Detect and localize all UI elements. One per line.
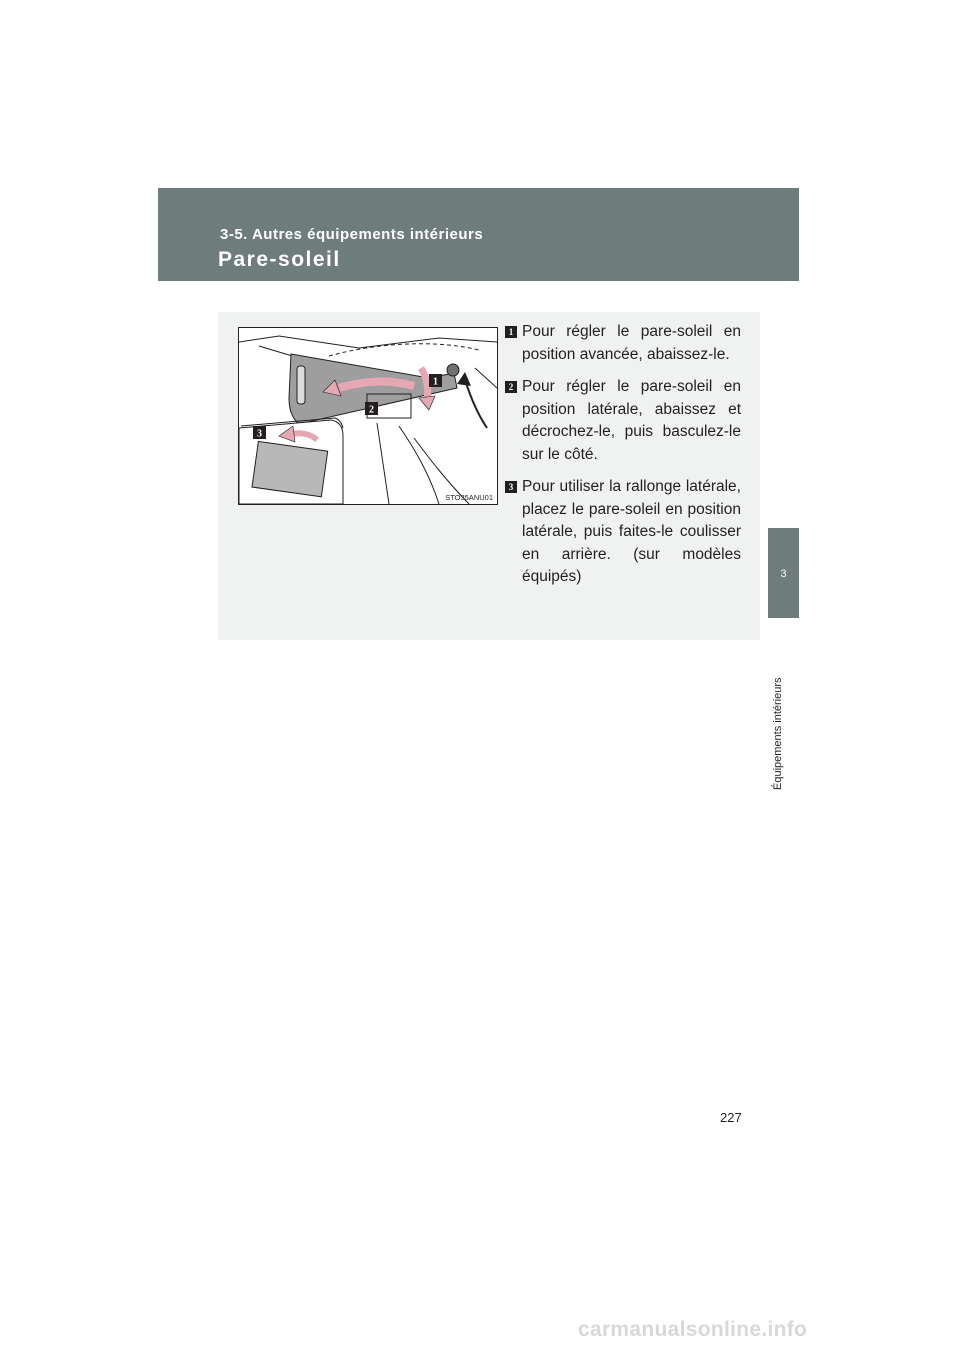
instructions-list bbox=[505, 321, 741, 599]
step-3 bbox=[505, 476, 741, 589]
step-text: Pour régler le pare-soleil en position avancée, abaissez-le. bbox=[522, 323, 741, 363]
figure-code: STO35ANU01 bbox=[445, 493, 493, 502]
step-2 bbox=[505, 376, 741, 466]
chapter-tab[interactable] bbox=[768, 528, 799, 618]
chapter-number: 3 bbox=[780, 568, 787, 580]
page-title: Pare-soleil bbox=[218, 248, 341, 271]
section-header bbox=[158, 188, 799, 281]
page-number: 227 bbox=[720, 1110, 742, 1125]
step-text: Pour utiliser la rallonge latérale, placez le pare-soleil en position latérale, puis faites-le coulisser en arrière. (sur modèles équipés) bbox=[522, 478, 741, 585]
footer-watermark: carmanualsonline.info bbox=[578, 1318, 808, 1341]
chapter-title: Équipements intérieurs bbox=[772, 677, 784, 790]
step-number-badge: 2 bbox=[505, 381, 517, 393]
sun-visor-diagram bbox=[239, 328, 497, 504]
step-number-badge: 3 bbox=[505, 481, 517, 493]
step-1 bbox=[505, 321, 741, 366]
sun-visor-illustration bbox=[238, 327, 498, 505]
step-text: Pour régler le pare-soleil en position latérale, abaissez et décrochez-le, puis basculez-le sur le côté. bbox=[522, 378, 741, 463]
callout-1: 1 bbox=[433, 376, 438, 388]
step-number-badge: 1 bbox=[505, 326, 517, 338]
callout-3: 3 bbox=[257, 428, 262, 440]
callout-2: 2 bbox=[369, 404, 374, 416]
section-label: 3-5. Autres équipements intérieurs bbox=[220, 226, 484, 243]
